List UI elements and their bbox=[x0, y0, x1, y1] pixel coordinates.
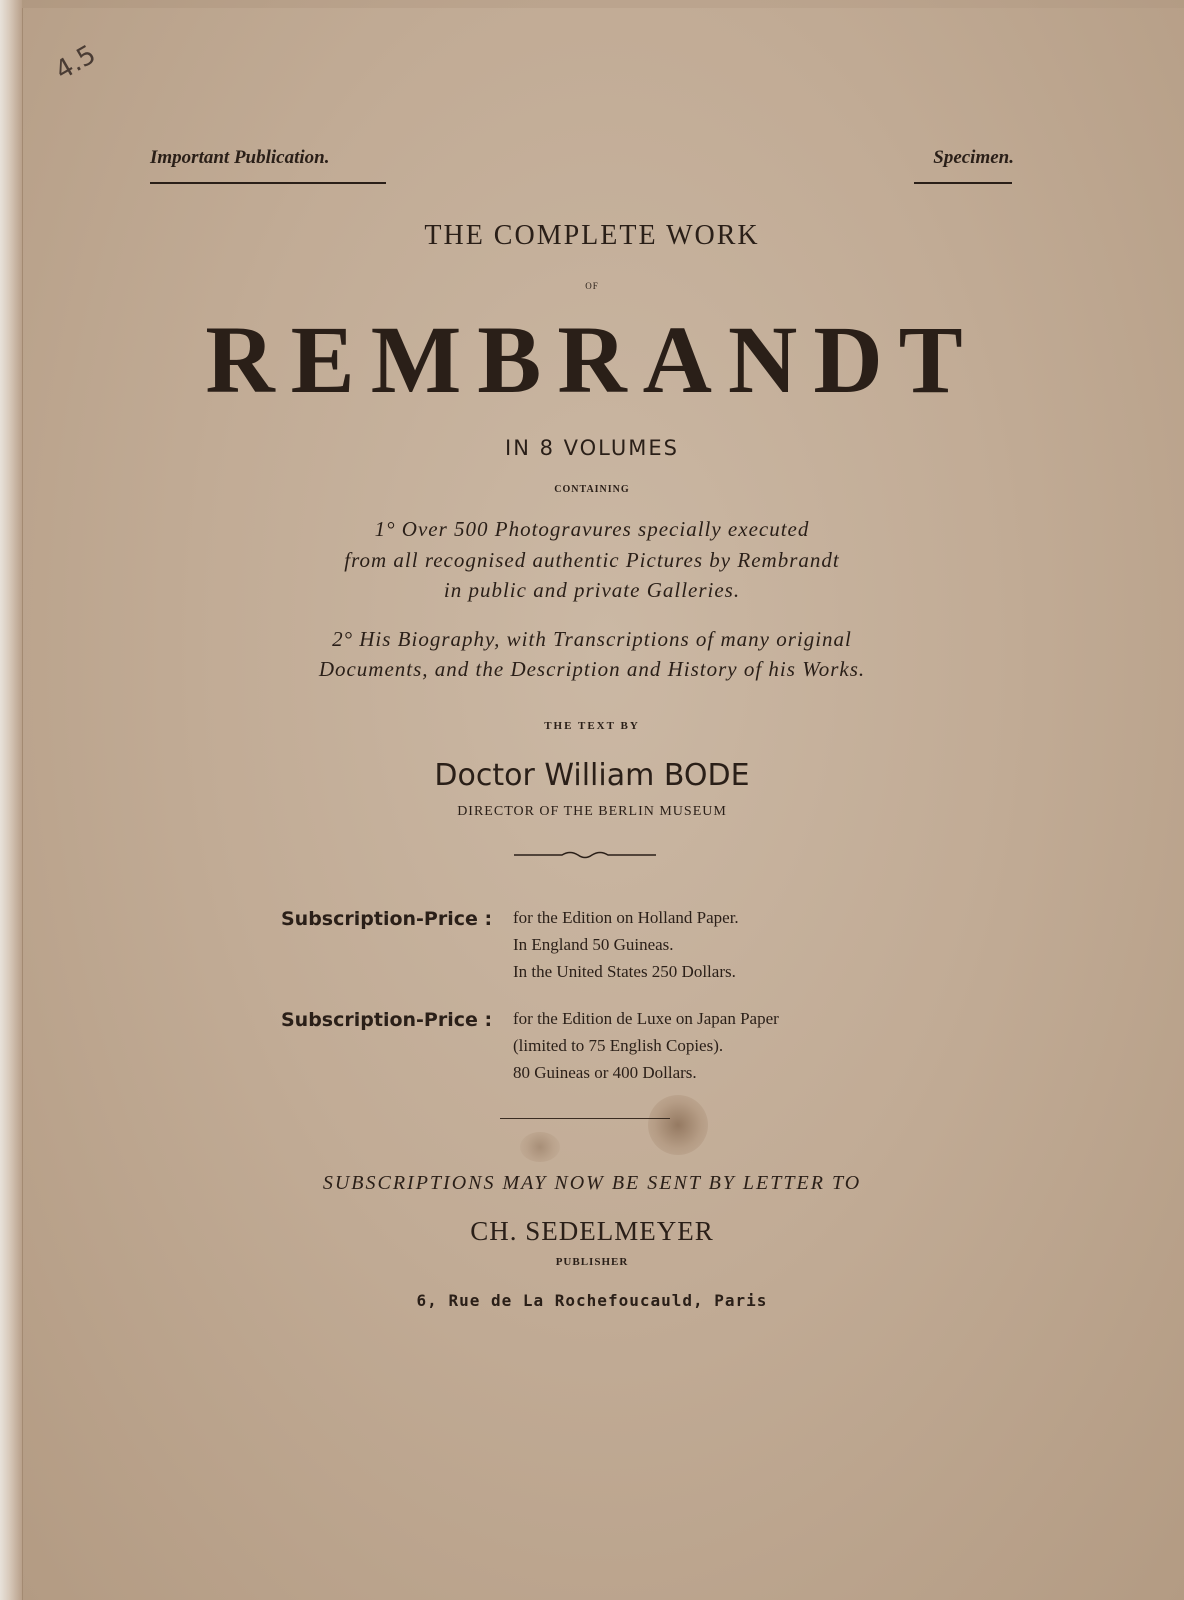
stain-spot bbox=[648, 1095, 708, 1155]
volumes-line: IN 8 VOLUMES bbox=[505, 436, 679, 460]
price-2-line-3: 80 Guineas or 400 Dollars. bbox=[513, 1063, 697, 1082]
containing-label: CONTAINING bbox=[554, 484, 630, 495]
price-2-line-1: for the Edition de Luxe on Japan Paper bbox=[513, 1009, 779, 1028]
ornament-divider bbox=[512, 848, 658, 862]
price-1-line-3: In the United States 250 Dollars. bbox=[513, 962, 736, 981]
publisher-name: CH. SEDELMEYER bbox=[470, 1216, 714, 1246]
important-publication-label: Important Publication. bbox=[150, 147, 330, 168]
price-2-line-2: (limited to 75 English Copies). bbox=[513, 1036, 724, 1055]
contents-item-1-line-3: in public and private Galleries. bbox=[443, 578, 741, 602]
main-title: REMBRANDT bbox=[205, 306, 979, 413]
contents-item-2-line-2: Documents, and the Description and History of his Works. bbox=[318, 657, 866, 681]
author-name: Doctor William BODE bbox=[434, 758, 750, 793]
pencil-annotation: 4.5 bbox=[50, 39, 102, 87]
price-1-line-1: for the Edition on Holland Paper. bbox=[513, 908, 739, 927]
header-right-rule bbox=[914, 182, 1012, 184]
author-title: DIRECTOR OF THE BERLIN MUSEUM bbox=[457, 804, 727, 819]
contents-item-1-line-2: from all recognised authentic Pictures by Rembrandt bbox=[344, 548, 840, 572]
text-by-label: THE TEXT BY bbox=[544, 720, 640, 732]
subscription-price-label-2: Subscription-Price : bbox=[281, 1009, 493, 1031]
subscriptions-notice: SUBSCRIPTIONS MAY NOW BE SENT BY LETTER TO bbox=[322, 1172, 862, 1194]
publisher-address: 6, Rue de La Rochefoucauld, Paris bbox=[416, 1291, 768, 1310]
publisher-role: PUBLISHER bbox=[555, 1256, 629, 1268]
specimen-label: Specimen. bbox=[933, 147, 1014, 168]
contents-item-1-line-1: 1° Over 500 Photogravures specially executed bbox=[374, 517, 810, 541]
price-1-line-2: In England 50 Guineas. bbox=[513, 935, 674, 954]
header-left-rule bbox=[150, 182, 386, 184]
subscription-price-label-1: Subscription-Price : bbox=[281, 908, 493, 930]
stain-spot-small bbox=[520, 1132, 560, 1162]
contents-item-2-line-1: 2° His Biography, with Transcriptions of many original bbox=[332, 627, 852, 651]
title-line-1: THE COMPLETE WORK bbox=[424, 220, 760, 251]
section-divider-rule bbox=[500, 1118, 670, 1119]
title-of: OF bbox=[585, 281, 599, 291]
